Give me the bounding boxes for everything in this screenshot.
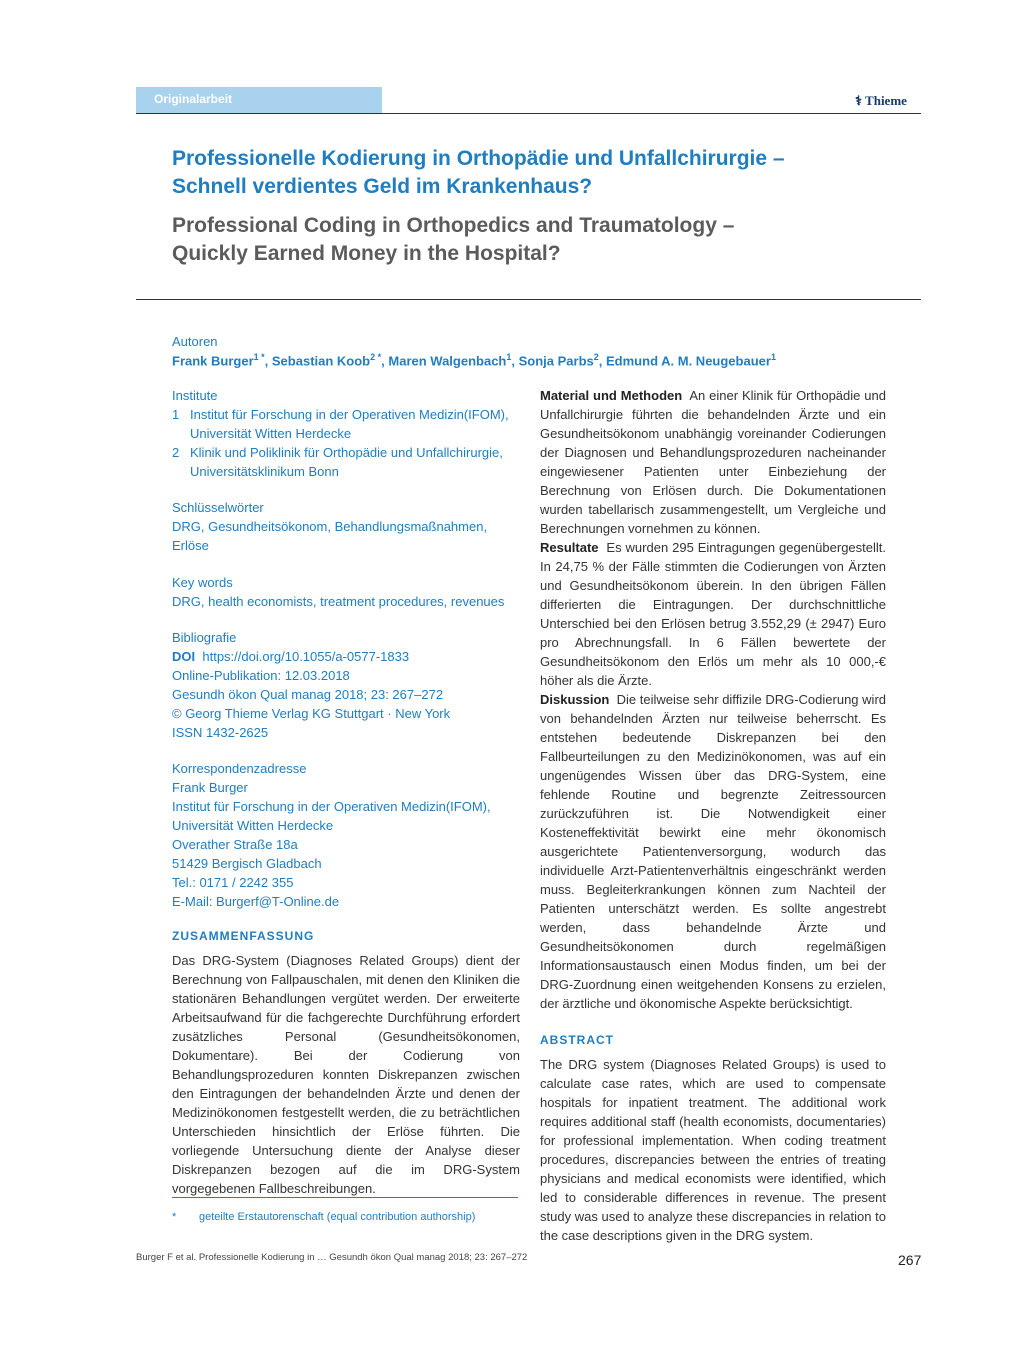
- zusammenfassung-heading: ZUSAMMENFASSUNG: [172, 929, 315, 943]
- resultate-paragraph: [540, 538, 886, 690]
- correspondence-line: Frank Burger: [172, 780, 248, 795]
- footnote-divider: [172, 1197, 518, 1198]
- article-type-label: Originalarbeit: [154, 92, 233, 106]
- page-number: 267: [898, 1252, 922, 1268]
- bibliography-label: Bibliografie: [172, 630, 237, 645]
- online-publication: Online-Publikation: 12.03.2018: [172, 668, 350, 683]
- institute-item: [172, 443, 520, 481]
- correspondence-line: Tel.: 0171 / 2242 355: [172, 875, 294, 890]
- diskussion-paragraph: [540, 690, 886, 1013]
- institute-number: 1: [172, 407, 180, 422]
- header-divider: [136, 113, 921, 114]
- english-title: [172, 212, 892, 268]
- left-column: [172, 386, 520, 1198]
- email-link[interactable]: E-Mail: Burgerf@T-Online.de: [172, 894, 340, 909]
- author-name: Edmund A. M. Neugebauer: [606, 353, 771, 369]
- author-affiliation: 1 *: [253, 352, 265, 362]
- issn: ISSN 1432-2625: [172, 725, 269, 740]
- copyright: © Georg Thieme Verlag KG Stuttgart · New York: [172, 706, 451, 721]
- authors-label: Autoren: [172, 334, 218, 349]
- running-footer: Burger F et al. Professionelle Kodierung in … Gesundh ökon Qual manag 2018; 23: 267–272: [136, 1252, 528, 1263]
- keywords-en-label: Key words: [172, 575, 233, 590]
- doi-link[interactable]: https://doi.org/10.1055/a-0577-1833: [202, 649, 410, 664]
- institute-line: Universitätsklinikum Bonn: [190, 464, 339, 479]
- german-title: [172, 145, 892, 201]
- publisher-logo: [855, 93, 907, 109]
- author-affiliation: 1: [770, 352, 776, 362]
- diskussion-label: Diskussion: [540, 692, 610, 707]
- german-title-line: Professionelle Kodierung in Orthopädie und Unfallchirurgie –: [172, 147, 785, 170]
- material-paragraph: [540, 386, 886, 538]
- author-name: Sonja Parbs: [518, 353, 594, 369]
- institute-line: Klinik und Poliklinik für Orthopädie und Unfallchirurgie,: [190, 445, 503, 460]
- keywords-en-text: DRG, health economists, treatment procedures, revenues: [172, 594, 505, 609]
- title-divider: [136, 299, 921, 300]
- correspondence-line: Universität Witten Herdecke: [172, 818, 334, 833]
- footnote: [172, 1211, 475, 1223]
- author-name: Maren Walgenbach: [388, 353, 507, 369]
- institute-item: [172, 405, 520, 443]
- correspondence-line: Overather Straße 18a: [172, 837, 298, 852]
- correspondence-line: Institut für Forschung in der Operativen Medizin(IFOM),: [172, 799, 491, 814]
- footnote-text: geteilte Erstautorenschaft (equal contribution authorship): [199, 1211, 476, 1223]
- author-affiliation: 2: [593, 352, 599, 362]
- resultate-label: Resultate: [540, 540, 599, 555]
- correspondence-label: Korrespondenzadresse: [172, 761, 307, 776]
- author-list: Frank Burger$^{1 *}$, Sebastian Koob$^{2 *}$, Maren Walgenbach$^1$, Sonja Parbs$^2$, Edmund A. M. Neugebauer$^1$: [172, 352, 776, 369]
- author-name: Frank Burger: [172, 353, 254, 369]
- zusammenfassung-text: Das DRG-System (Diagnoses Related Groups) dient der Berechnung von Fallpauschalen, mit denen den Kliniken die stationären Behandlungen vergütet werden. Der erweiterte Arbeitsaufwand für die fachgerechte Durchführung erfordert zusätzliches Personal (Gesundheitsökonomen, Dokumentare). Bei der Codierung von Behandlungsprozeduren konnten Diskrepanzen zwischen den Eintragungen der behandelnden Ärzte und denen der Medizinökonomen festgestellt werden, die zu beträchtlichen Unterschieden hinsichtlich der Erlöse führten. Die vorliegende Untersuchung diente der Analyse dieser Diskrepanzen bezogen auf die im DRG-System vorgegebenen Fallbeschreibungen.: [172, 953, 520, 1196]
- correspondence-line: 51429 Bergisch Gladbach: [172, 856, 322, 871]
- english-title-line: Professional Coding in Orthopedics and Traumatology –: [172, 214, 735, 237]
- author-affiliation: 1: [506, 352, 512, 362]
- thieme-logo-icon: ⚕: [855, 93, 863, 108]
- footnote-marker: *: [172, 1211, 177, 1223]
- institute-line: Universität Witten Herdecke: [190, 426, 352, 441]
- doi-label: DOI: [172, 649, 196, 664]
- material-text: An einer Klinik für Orthopädie und Unfallchirurgie führten die behandelnden Ärzte und ein Gesundheitsökonom unabhängig voreinander Codierungen der Diagnosen und Behandlungsprozeduren nacheinander eingewiesener Patienten unter Einbeziehung der Berechnung von Erlösen durch. Die Dokumentationen wurden tabellarisch zusammengestellt, um Vergleiche und Berechnungen vornehmen zu können.: [540, 388, 886, 536]
- author-affiliation: 2 *: [370, 352, 382, 362]
- author-name: Sebastian Koob: [271, 353, 371, 369]
- abstract-heading: ABSTRACT: [540, 1033, 614, 1047]
- institutes-label: Institute: [172, 388, 218, 403]
- doi-line: [172, 647, 520, 666]
- english-title-line: Quickly Earned Money in the Hospital?: [172, 242, 561, 265]
- publisher-name: Thieme: [865, 93, 907, 108]
- institute-line: Institut für Forschung in der Operativen Medizin(IFOM),: [190, 407, 509, 422]
- institute-number: 2: [172, 445, 180, 460]
- resultate-text: Es wurden 295 Eintragungen gegenübergestellt. In 24,75 % der Fälle stimmten die Codierungen von Ärzten und Gesundheitsökonom überein. In den übrigen Fällen differierten die Eintragungen. Der durchschnittliche Unterschied bei den Erlösen betrug 3.552,29 (± 2947) Euro pro Abrechnungsfall. In 6 Fällen bewertete der Gesundheitsökonom den Erlös um mehr als 10 000,-€ höher als die Ärzte.: [540, 540, 886, 688]
- keywords-de-text: DRG, Gesundheitsökonom, Behandlungsmaßnahmen, Erlöse: [172, 519, 488, 553]
- right-column: [540, 386, 886, 1245]
- keywords-de-label: Schlüsselwörter: [172, 500, 264, 515]
- material-label: Material und Methoden: [540, 388, 683, 403]
- abstract-text: The DRG system (Diagnoses Related Groups) is used to calculate case rates, which are used to compensate hospitals for inpatient treatment. The additional work requires additional staff (health economists, documentaries) for professional implementation. When coding treatment procedures, discrepancies between the entries of treating physicians and medical economists were identified, which led to considerable differences in revenue. The present study was used to analyze these discrepancies in relation to the case descriptions given in the DRG system.: [540, 1057, 886, 1243]
- diskussion-text: Die teilweise sehr diffizile DRG-Codierung wird von behandelnden Ärzten nur teilweise beherrscht. Es entstehen bedeutende Diskrepanzen bei den Fallbeurteilungen zu den Medizinökonomen, was auf ein ungenügendes Wissen über das DRG-System, eine fehlende Routine und begrenzte Zeitressourcen zurückzuführen ist. Die Notwendigkeit einer Kosteneffektivität bewirkt eine mehr ökonomisch ausgerichtete Patientenversorgung, wodurch das individuelle Arzt-Patientenverhältnis eingeschränkt werden muss. Begleiterkrankungen können zum Nachteil der Patienten unterschätzt werden. Es sollte angestrebt werden, dass behandelnde Ärzte und Gesundheitsökonomen durch regelmäßigen Informationsaustausch einen Modus finden, um bei der DRG-Zuordnung einen weitgehenden Konsens zu erzielen, der ärztliche und ökonomische Aspekte berücksichtigt.: [540, 692, 887, 1011]
- journal-citation: Gesundh ökon Qual manag 2018; 23: 267–272: [172, 687, 444, 702]
- german-title-line: Schnell verdientes Geld im Krankenhaus?: [172, 175, 593, 198]
